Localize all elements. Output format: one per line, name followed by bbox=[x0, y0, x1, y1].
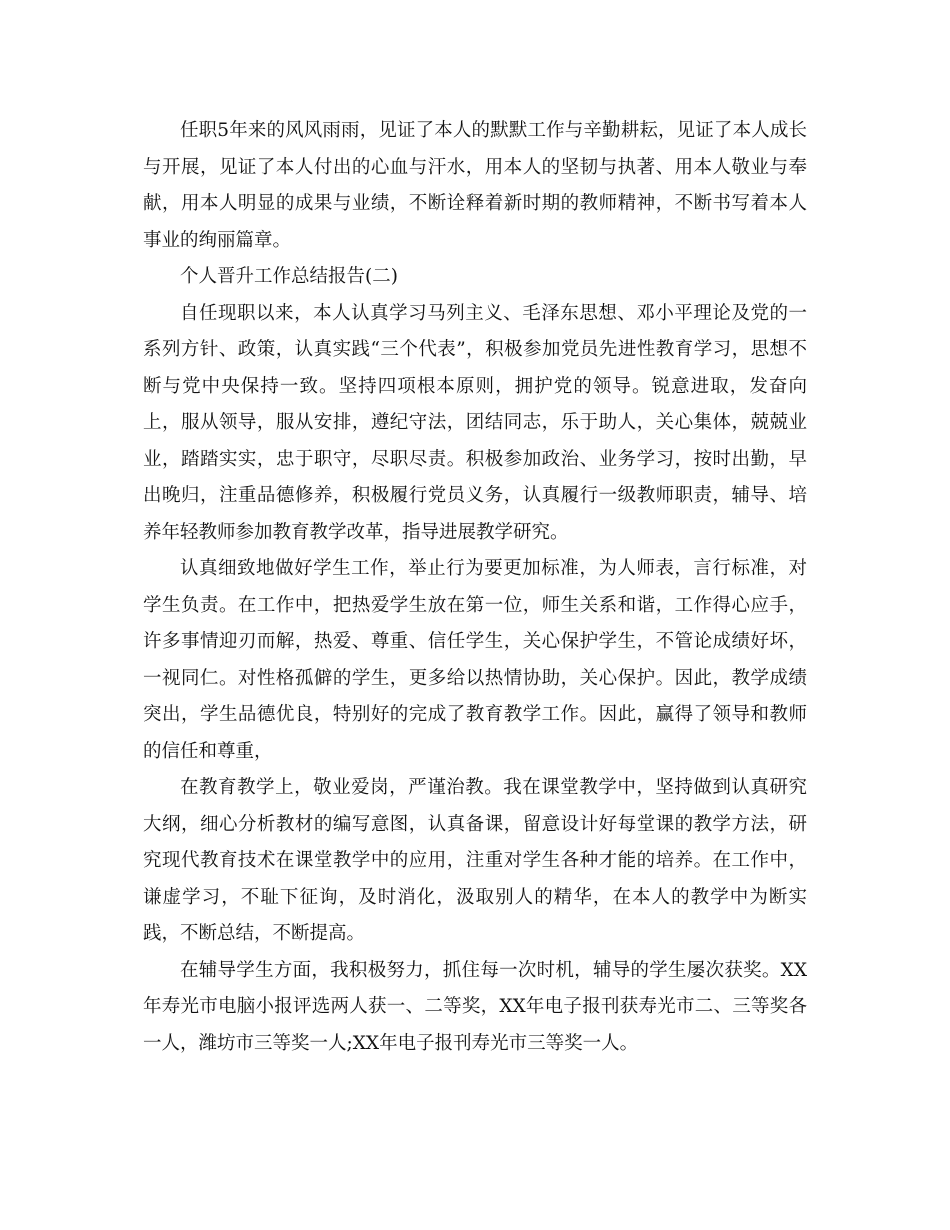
paragraph-intro: 任职5年来的风风雨雨，见证了本人的默默工作与辛勤耕耘，见证了本人成长与开展，见证了本人付出的心血与汗水，用本人的坚韧与执著、用本人敬业与奉献，用本人明显的成果与业绩，不断诠释着新时期的教师精神，不断书写着本人事业的绚丽篇章。 bbox=[143, 120, 807, 251]
paragraph-teaching: 在教育教学上，敬业爱岗，严谨治教。我在课堂教学中，坚持做到认真研究大纲，细心分析教材的编写意图，认真备课，留意设计好每堂课的教学方法，研究现代教育技术在课堂教学中的应用，注重对学生各种才能的培养。在工作中，谦虚学习，不耻下征询，及时消化，汲取别人的精华，在本人的教学中为断实践，不断总结，不断提高。 bbox=[143, 777, 807, 944]
document-body bbox=[143, 113, 807, 1062]
paragraph-student-awards: 在辅导学生方面，我积极努力，抓住每一次时机，辅导的学生屡次获奖。XX年寿光市电脑小报评选两人获一、二等奖，XX年电子报刊获寿光市二、三等奖各一人，潍坊市三等奖一人;XX年电子报刊寿光市三等奖一人。 bbox=[143, 959, 807, 1054]
paragraph-student-work: 认真细致地做好学生工作，举止行为要更加标准，为人师表，言行标准，对学生负责。在工作中，把热爱学生放在第一位，师生关系和谐，工作得心应手，许多事情迎刃而解，热爱、尊重、信任学生，关心保护学生，不管论成绩好坏，一视同仁。对性格孤僻的学生，更多给以热情协助，关心保护。因此，教学成绩突出，学生品德优良，特别好的完成了教育教学工作。因此，赢得了领导和教师的信任和尊重， bbox=[143, 558, 807, 762]
paragraph-political-study: 自任现职以来，本人认真学习马列主义、毛泽东思想、邓小平理论及党的一系列方针、政策，认真实践“三个代表”，积极参加党员先进性教育学习，思想不断与党中央保持一致。坚持四项根本原则，拥护党的领导。锐意进取，发奋向上，服从领导，服从安排，遵纪守法，团结同志，乐于助人，关心集体，兢兢业业，踏踏实实，忠于职守，尽职尽责。积极参加政治、业务学习，按时出勤，早出晚归，注重品德修养，积极履行党员义务，认真履行一级教师职责，辅导、培养年轻教师参加教育教学改革，指导进展教学研究。 bbox=[143, 302, 807, 543]
section-heading: 个人晋升工作总结报告(二) bbox=[180, 266, 398, 287]
